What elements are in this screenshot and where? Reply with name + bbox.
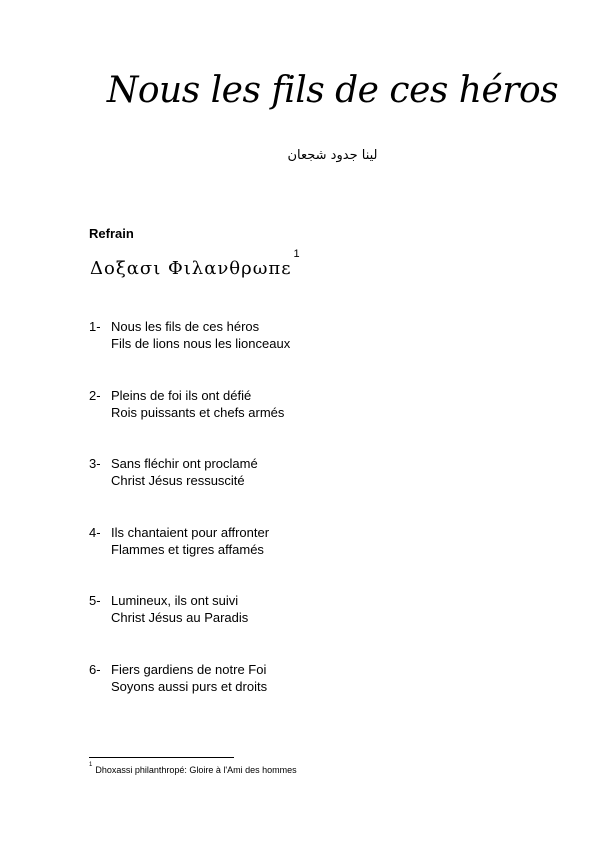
verse-line: Ils chantaient pour affronter [111,524,270,540]
verse-line: Rois puissants et chefs armés [111,404,285,420]
verse-line: Pleins de foi ils ont défié [111,387,252,403]
page-title: Nous les fils de ces héros [106,70,559,111]
verse-5 [89,592,509,661]
footnote-text: Dhoxassi philanthropé: Gloire à l'Ami des hommes [95,765,297,775]
verse-number: 6- [89,661,101,677]
verse-6 [89,661,509,730]
verse-2 [89,387,509,456]
verse-line: Christ Jésus au Paradis [111,610,249,625]
verse-line: Christ Jésus ressuscité [111,473,245,488]
verse-number: 5- [89,593,101,608]
verse-number: 2- [89,387,101,403]
verse-4 [89,524,509,593]
refrain-label: Refrain [89,226,134,241]
verse-line: Flammes et tigres affamés [111,541,264,557]
verse-number: 4- [89,524,101,540]
verse-lines [111,592,248,661]
arabic-subtitle: لينا جدود شجعان [287,148,378,163]
verse-lines [111,455,258,524]
verse-line: Soyons aussi purs et droits [111,678,268,694]
footnote [89,762,297,775]
refrain-text [90,248,301,279]
footnote-separator [89,757,234,758]
verse-1 [89,318,509,387]
verse-lines [111,318,290,387]
verse-list [89,318,509,729]
refrain-greek: Δοξασι Φιλανθρωπε [90,258,292,279]
verse-lines [111,524,269,593]
verse-number: 3- [89,456,101,471]
verse-3 [89,455,509,524]
verse-line: Fils de lions nous les lionceaux [111,336,291,351]
verse-number: 1- [89,319,101,334]
verse-lines [111,661,267,730]
verse-line: Sans fléchir ont proclamé [111,456,258,471]
verse-line: Nous les fils de ces héros [111,319,260,334]
verse-line: Lumineux, ils ont suivi [111,593,239,608]
verse-lines [111,387,284,456]
verse-line: Fiers gardiens de notre Foi [111,661,267,677]
footnote-mark: 1 [89,762,93,768]
footnote-reference: 1 [293,248,301,260]
